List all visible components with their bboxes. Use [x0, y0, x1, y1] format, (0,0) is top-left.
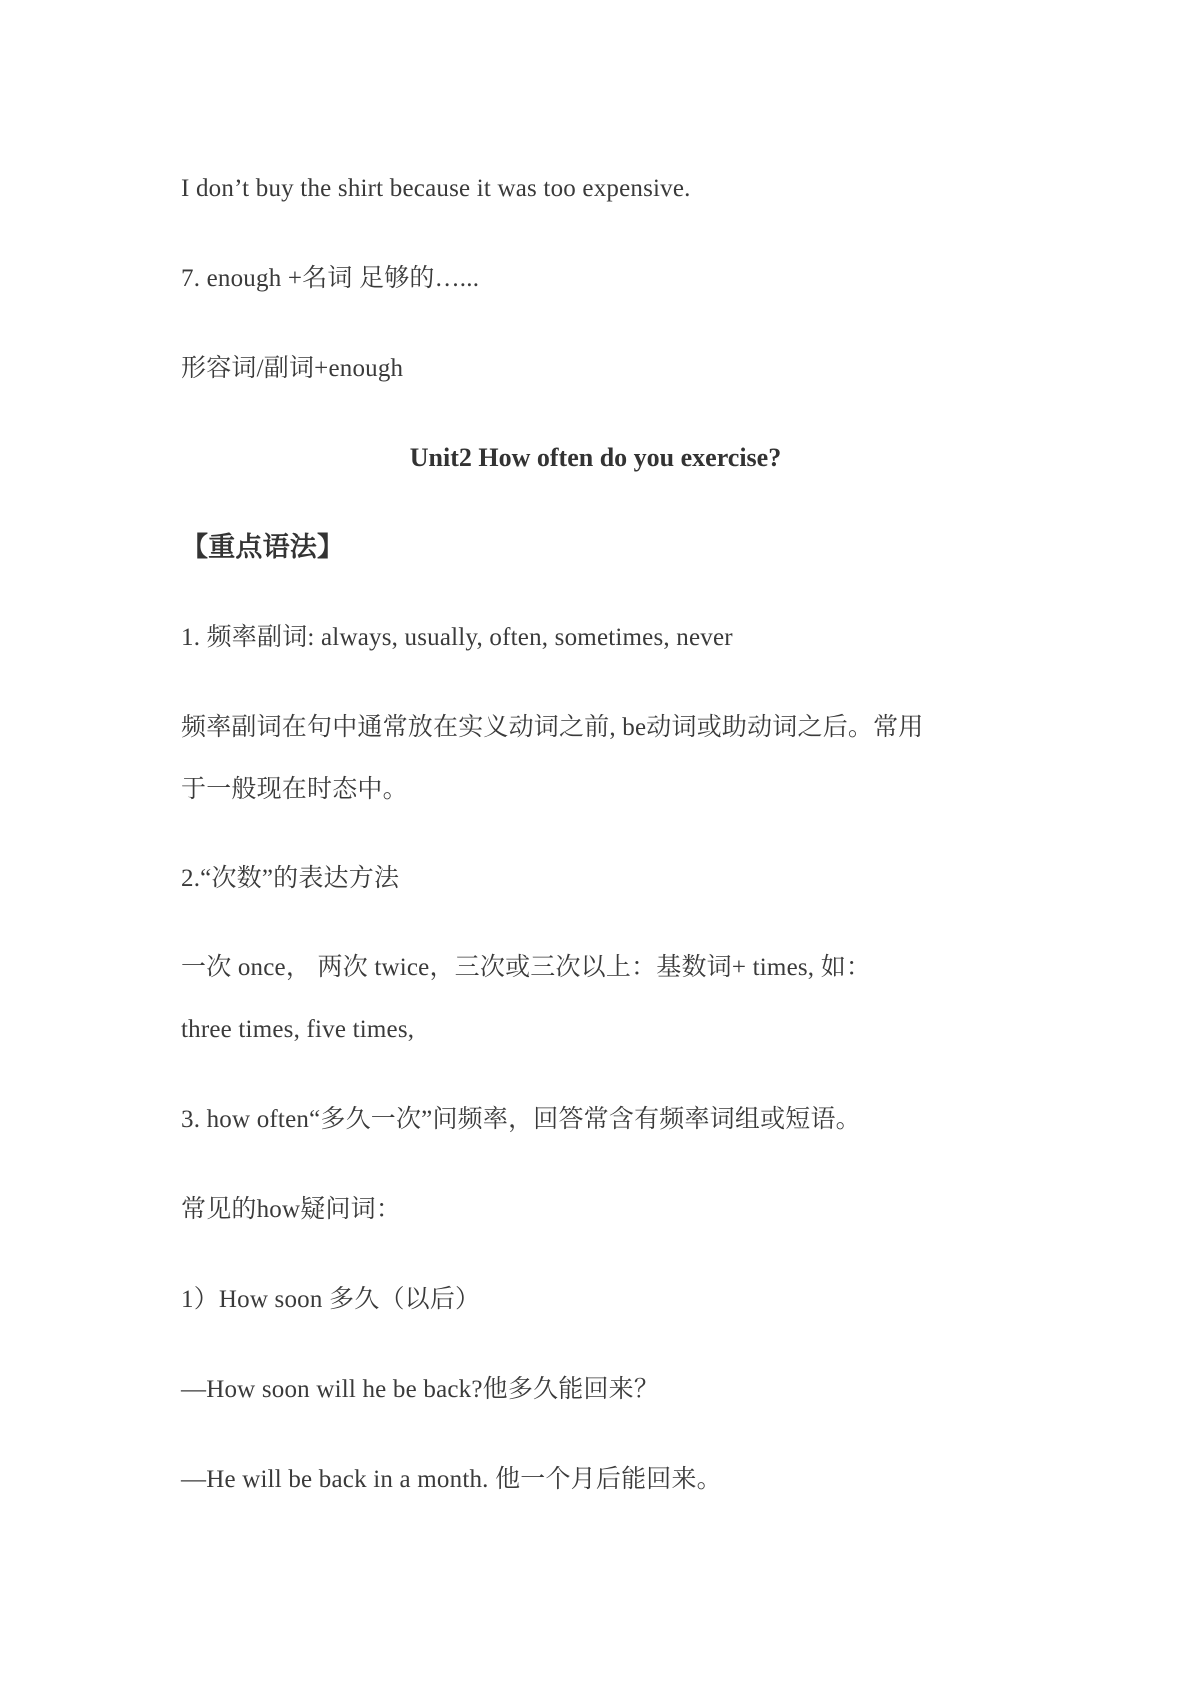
unit-title: Unit2 How often do you exercise?	[409, 443, 782, 472]
paragraph-line: three times, five times,	[181, 1016, 415, 1043]
dialogue-line: —How soon will he be back?他多久能回来？	[181, 1376, 660, 1403]
paragraph-line: 频率副词在句中通常放在实义动词之前, be动词或助动词之后。常用	[181, 714, 924, 741]
paragraph-line: 常见的how疑问词：	[181, 1196, 402, 1223]
list-item: 1）How soon 多久（以后）	[181, 1286, 481, 1313]
grammar-point-1: 1. 频率副词: always, usually, often, sometimes, never	[181, 624, 733, 651]
example-sentence: I don’t buy the shirt because it was too expensive.	[181, 175, 691, 202]
grammar-point-3: 3. how often“多久一次”问频率，回答常含有频率词组或短语。	[181, 1106, 861, 1133]
paragraph-line: 一次 once， 两次 twice，三次或三次以上：基数词+ times, 如：	[181, 954, 872, 981]
dialogue-line: —He will be back in a month. 他一个月后能回来。	[181, 1466, 722, 1493]
point-7-enough: 7. enough +名词 足够的…...	[181, 265, 480, 292]
adjective-enough-line: 形容词/副词+enough	[181, 355, 404, 382]
section-title: 【重点语法】	[181, 532, 345, 562]
grammar-point-2: 2.“次数”的表达方法	[181, 865, 400, 892]
paragraph-line: 于一般现在时态中。	[181, 776, 408, 803]
